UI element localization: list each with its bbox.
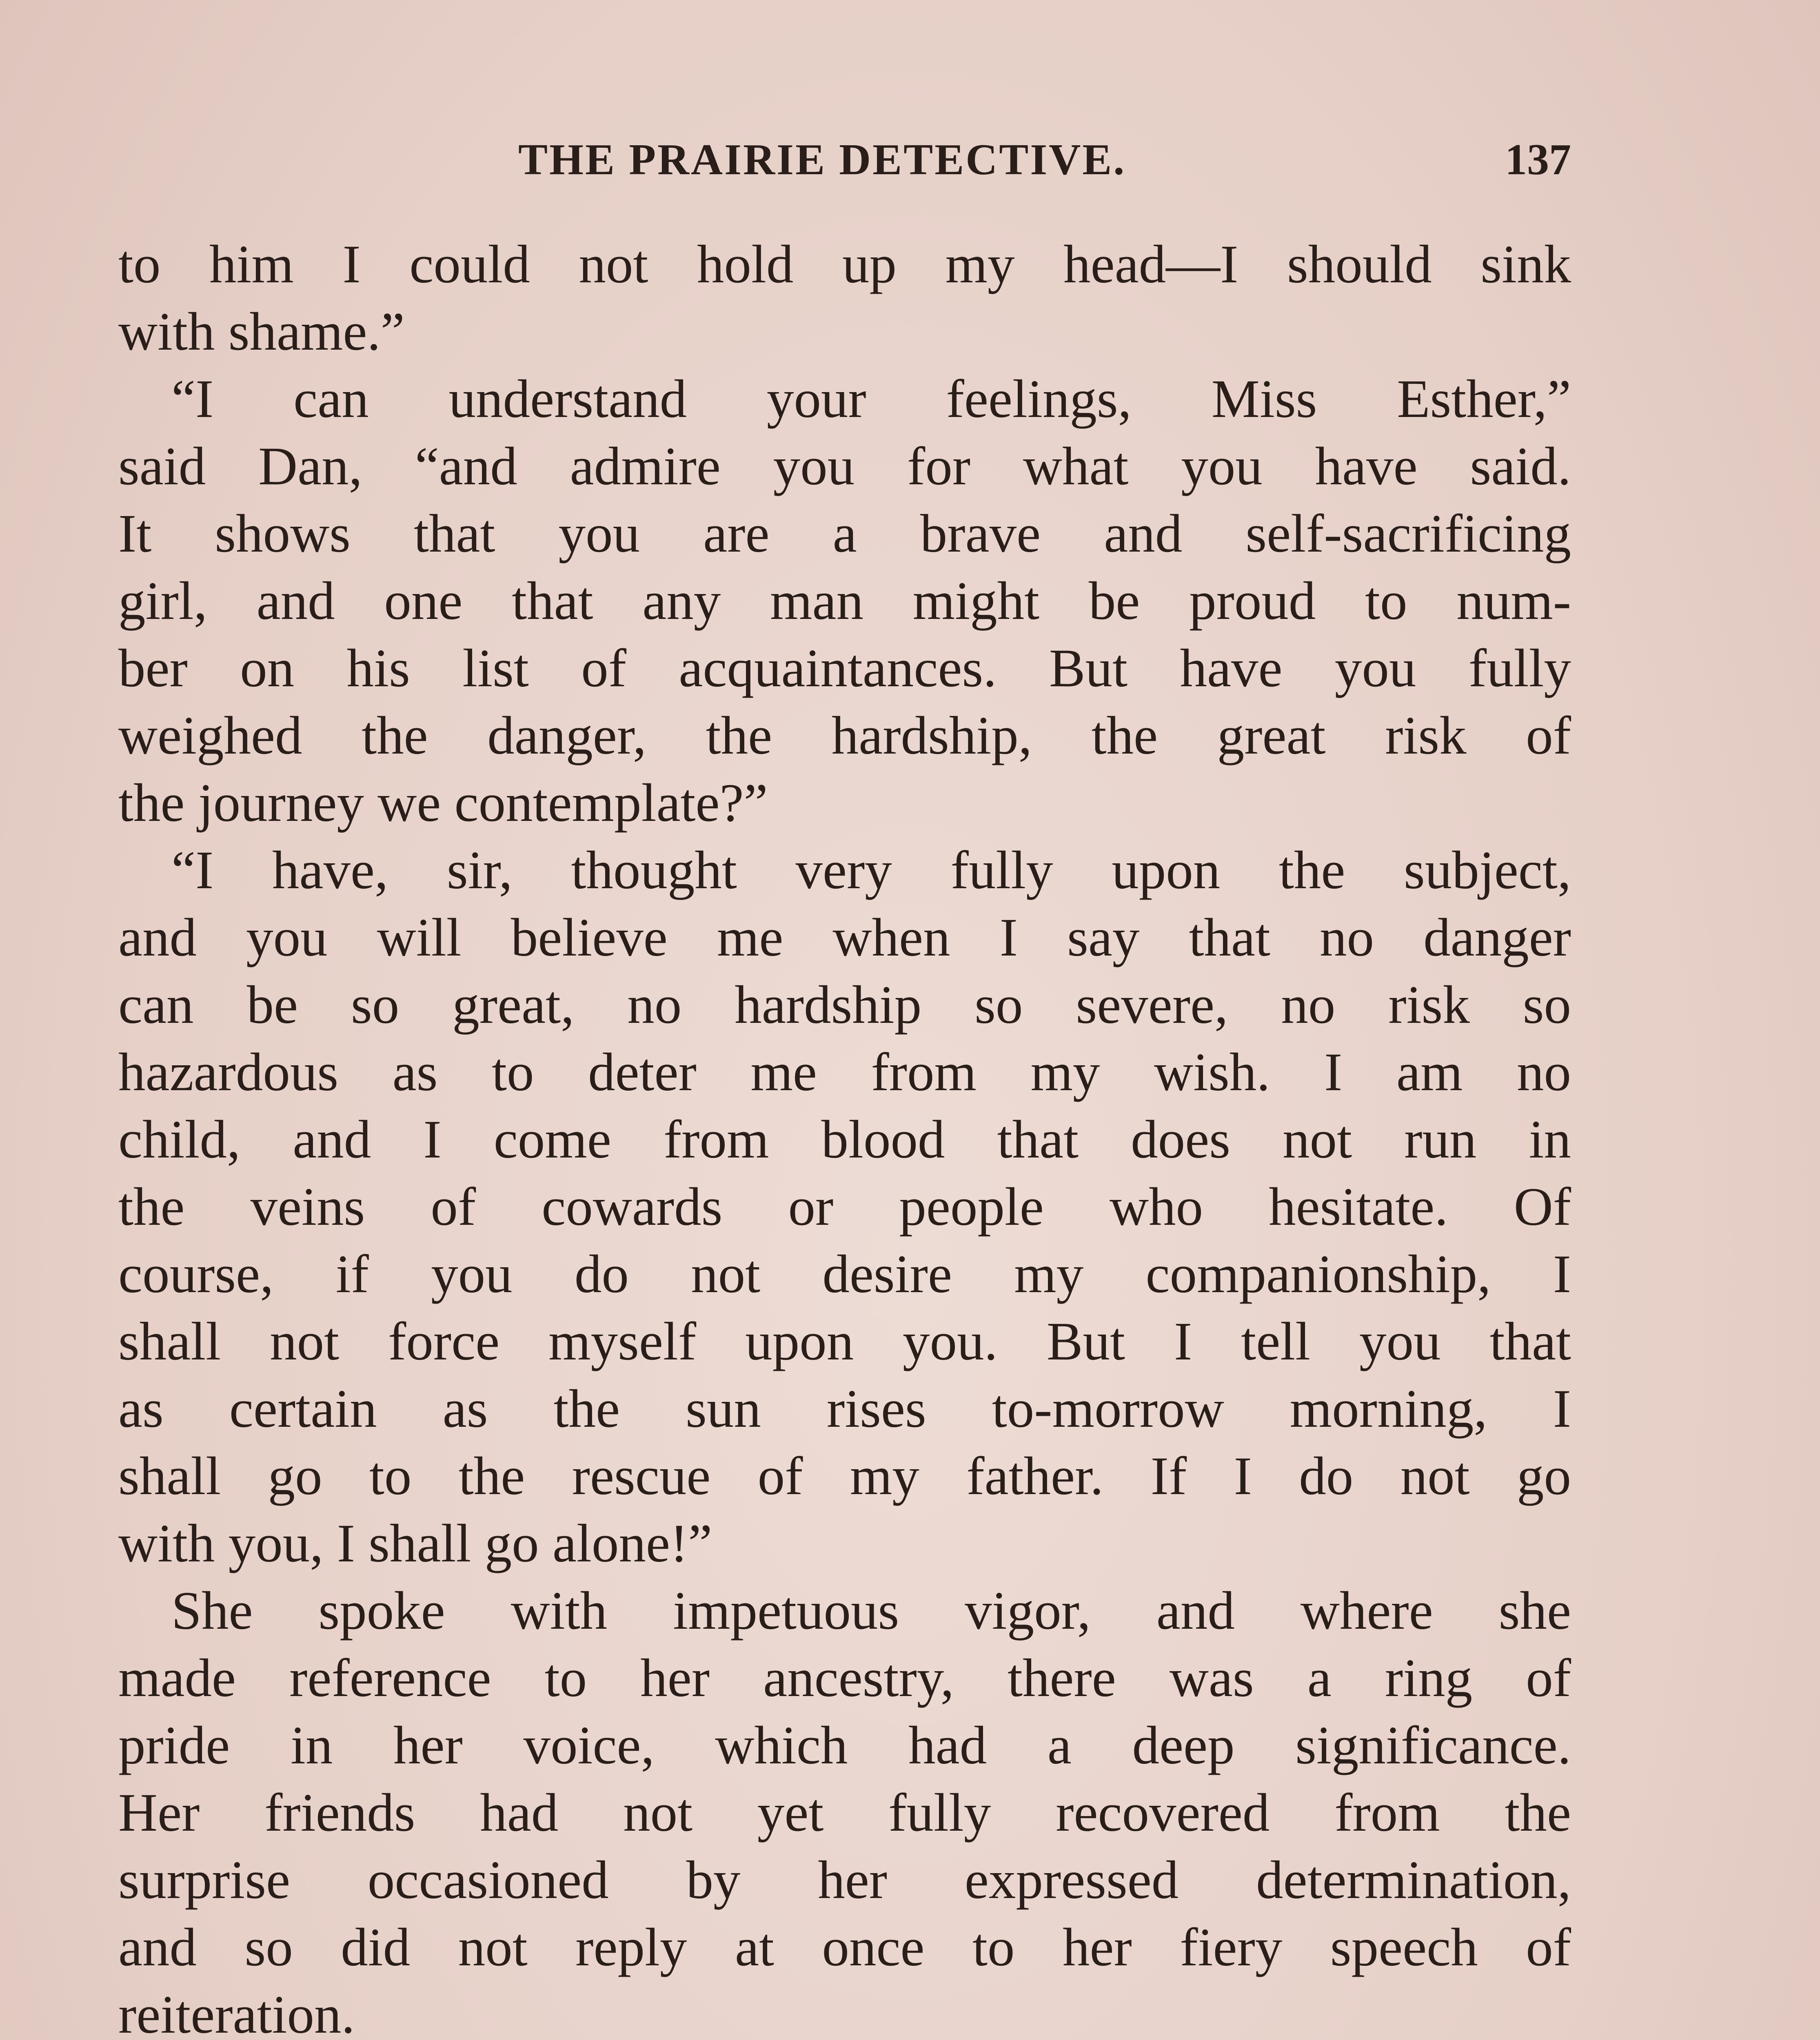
text-line: pride in her voice, which had a deep significance. <box>118 1715 1571 1775</box>
text-line: weighed the danger, the hardship, the great risk of <box>118 705 1571 765</box>
text-line: girl, and one that any man might be proud to num- <box>118 570 1571 631</box>
text-line: as certain as the sun rises to-morrow morning, I <box>118 1378 1571 1439</box>
body-text <box>118 231 1571 2040</box>
text-line: the veins of cowards or people who hesitate. Of <box>118 1176 1571 1237</box>
text-line: with you, I shall go alone!” <box>118 1513 712 1573</box>
text-line: ber on his list of acquaintances. But have you fully <box>118 638 1571 698</box>
text-line: “I can understand your feelings, Miss Esther,” <box>171 368 1571 429</box>
page-header <box>118 135 1571 200</box>
text-line: She spoke with impetuous vigor, and where she <box>171 1580 1571 1641</box>
text-line: can be so great, no hardship so severe, no risk so <box>118 974 1571 1035</box>
running-title: THE PRAIRIE DETECTIVE. <box>518 135 1126 184</box>
text-line: “I have, sir, thought very fully upon the subject, <box>171 840 1571 900</box>
text-line: reiteration. <box>118 1984 355 2040</box>
text-line: child, and I come from blood that does not run in <box>118 1109 1571 1169</box>
text-line: course, if you do not desire my companionship, I <box>118 1244 1571 1304</box>
text-line: to him I could not hold up my head—I should sink <box>118 234 1571 294</box>
text-line: the journey we contemplate?” <box>118 772 768 833</box>
text-line: made reference to her ancestry, there was a ring of <box>118 1648 1571 1708</box>
text-line: Her friends had not yet fully recovered from the <box>118 1782 1571 1843</box>
text-line: said Dan, “and admire you for what you have said. <box>118 436 1571 496</box>
page-number: 137 <box>1505 135 1571 184</box>
text-line: and you will believe me when I say that no danger <box>118 907 1571 967</box>
text-line: shall not force myself upon you. But I tell you that <box>118 1311 1571 1371</box>
text-line: surprise occasioned by her expressed determination, <box>118 1849 1571 1910</box>
text-line: and so did not reply at once to her fiery speech of <box>118 1917 1571 1977</box>
text-line: with shame.” <box>118 301 405 361</box>
text-line: It shows that you are a brave and self-sacrificing <box>118 503 1571 563</box>
text-line: shall go to the rescue of my father. If I do not go <box>118 1446 1571 1506</box>
text-line: hazardous as to deter me from my wish. I am no <box>118 1042 1571 1102</box>
